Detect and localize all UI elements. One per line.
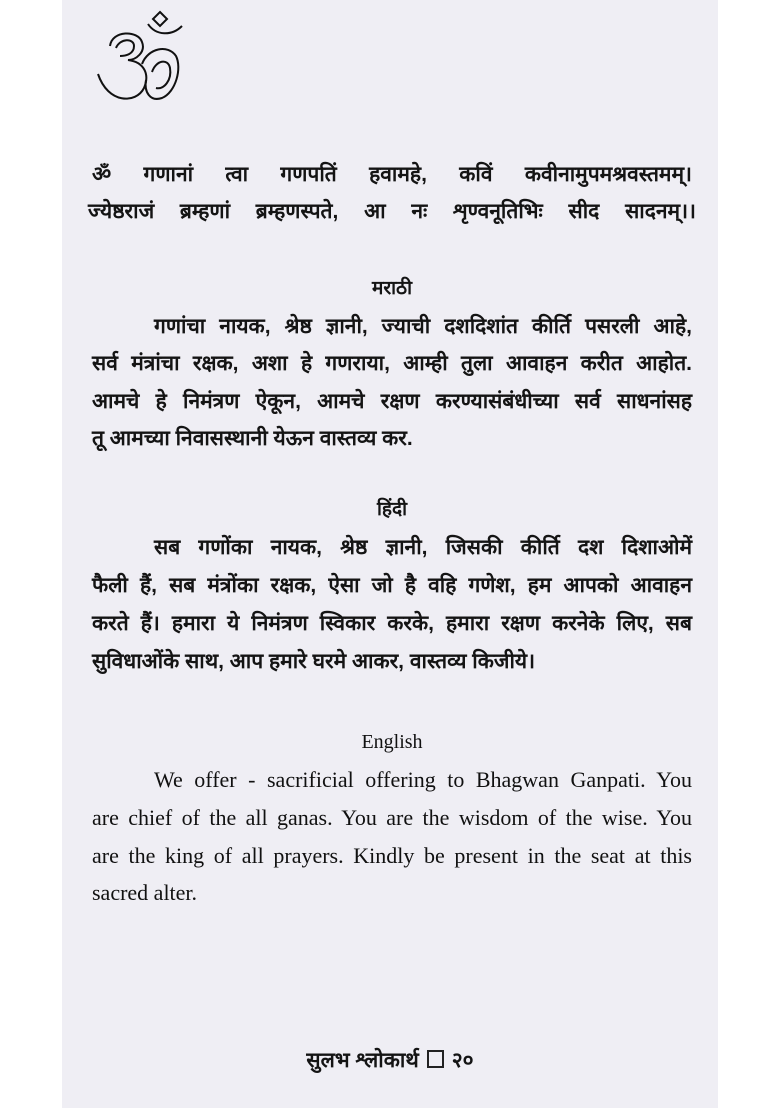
- hindi-line: फैली हैं, सब मंत्रोंका रक्षक, ऐसा जो है वहि गणेश, हम आपको आवाहन: [92, 574, 692, 597]
- english-line: are chief of the all ganas. You are the wisdom of the wise. You: [92, 805, 692, 830]
- book-title: सुलभ श्लोकार्थ: [306, 1049, 419, 1072]
- marathi-heading: मराठी: [371, 278, 412, 299]
- hindi-line: करते हैं। हमारा ये निमंत्रण स्विकार करके, हमारा रक्षण करनेके लिए, सब: [92, 612, 692, 635]
- square-separator-icon: [427, 1050, 444, 1068]
- om-symbol-icon: [90, 8, 200, 108]
- page-footer: [0, 1046, 780, 1074]
- hindi-heading: हिंदी: [376, 499, 408, 520]
- marathi-line: गणांचा नायक, श्रेष्ठ ज्ञानी, ज्याची दशदिशांत कीर्ति पसरली आहे,: [154, 315, 692, 338]
- hindi-line: सुविधाओंके साथ, आप हमारे घरमे आकर, वास्तव्य किजीये।: [92, 650, 536, 673]
- english-line: We offer - sacrificial offering to Bhagwan Ganpati. You: [154, 767, 692, 792]
- marathi-line: सर्व मंत्रांचा रक्षक, अशा हे गणराया, आम्ही तुला आवाहन करीत आहोत.: [92, 352, 692, 375]
- mantra-line-1: ॐ गणानां त्वा गणपतिं हवामहे, कविं कवीनामुपमश्रवस्तमम्।: [92, 163, 692, 186]
- marathi-line: तू आमच्या निवासस्थानी येऊन वास्तव्य कर.: [92, 427, 413, 450]
- hindi-line: सब गणोंका नायक, श्रेष्ठ ज्ञानी, जिसकी कीर्ति दश दिशाओमें: [154, 536, 692, 559]
- page-number: २०: [451, 1049, 474, 1072]
- marathi-line: आमचे हे निमंत्रण ऐकून, आमचे रक्षण करण्यासंबंधीच्या सर्व साधनांसह: [92, 390, 692, 413]
- english-line: sacred alter.: [92, 880, 198, 905]
- mantra-line-2: ज्येष्ठराजं ब्रम्हणां ब्रम्हणस्पते, आ नः शृण्वनूतिभिः सीद सादनम्।।: [88, 200, 696, 223]
- english-heading: English: [361, 731, 423, 753]
- english-line: are the king of all prayers. Kindly be present in the seat at this: [92, 843, 692, 868]
